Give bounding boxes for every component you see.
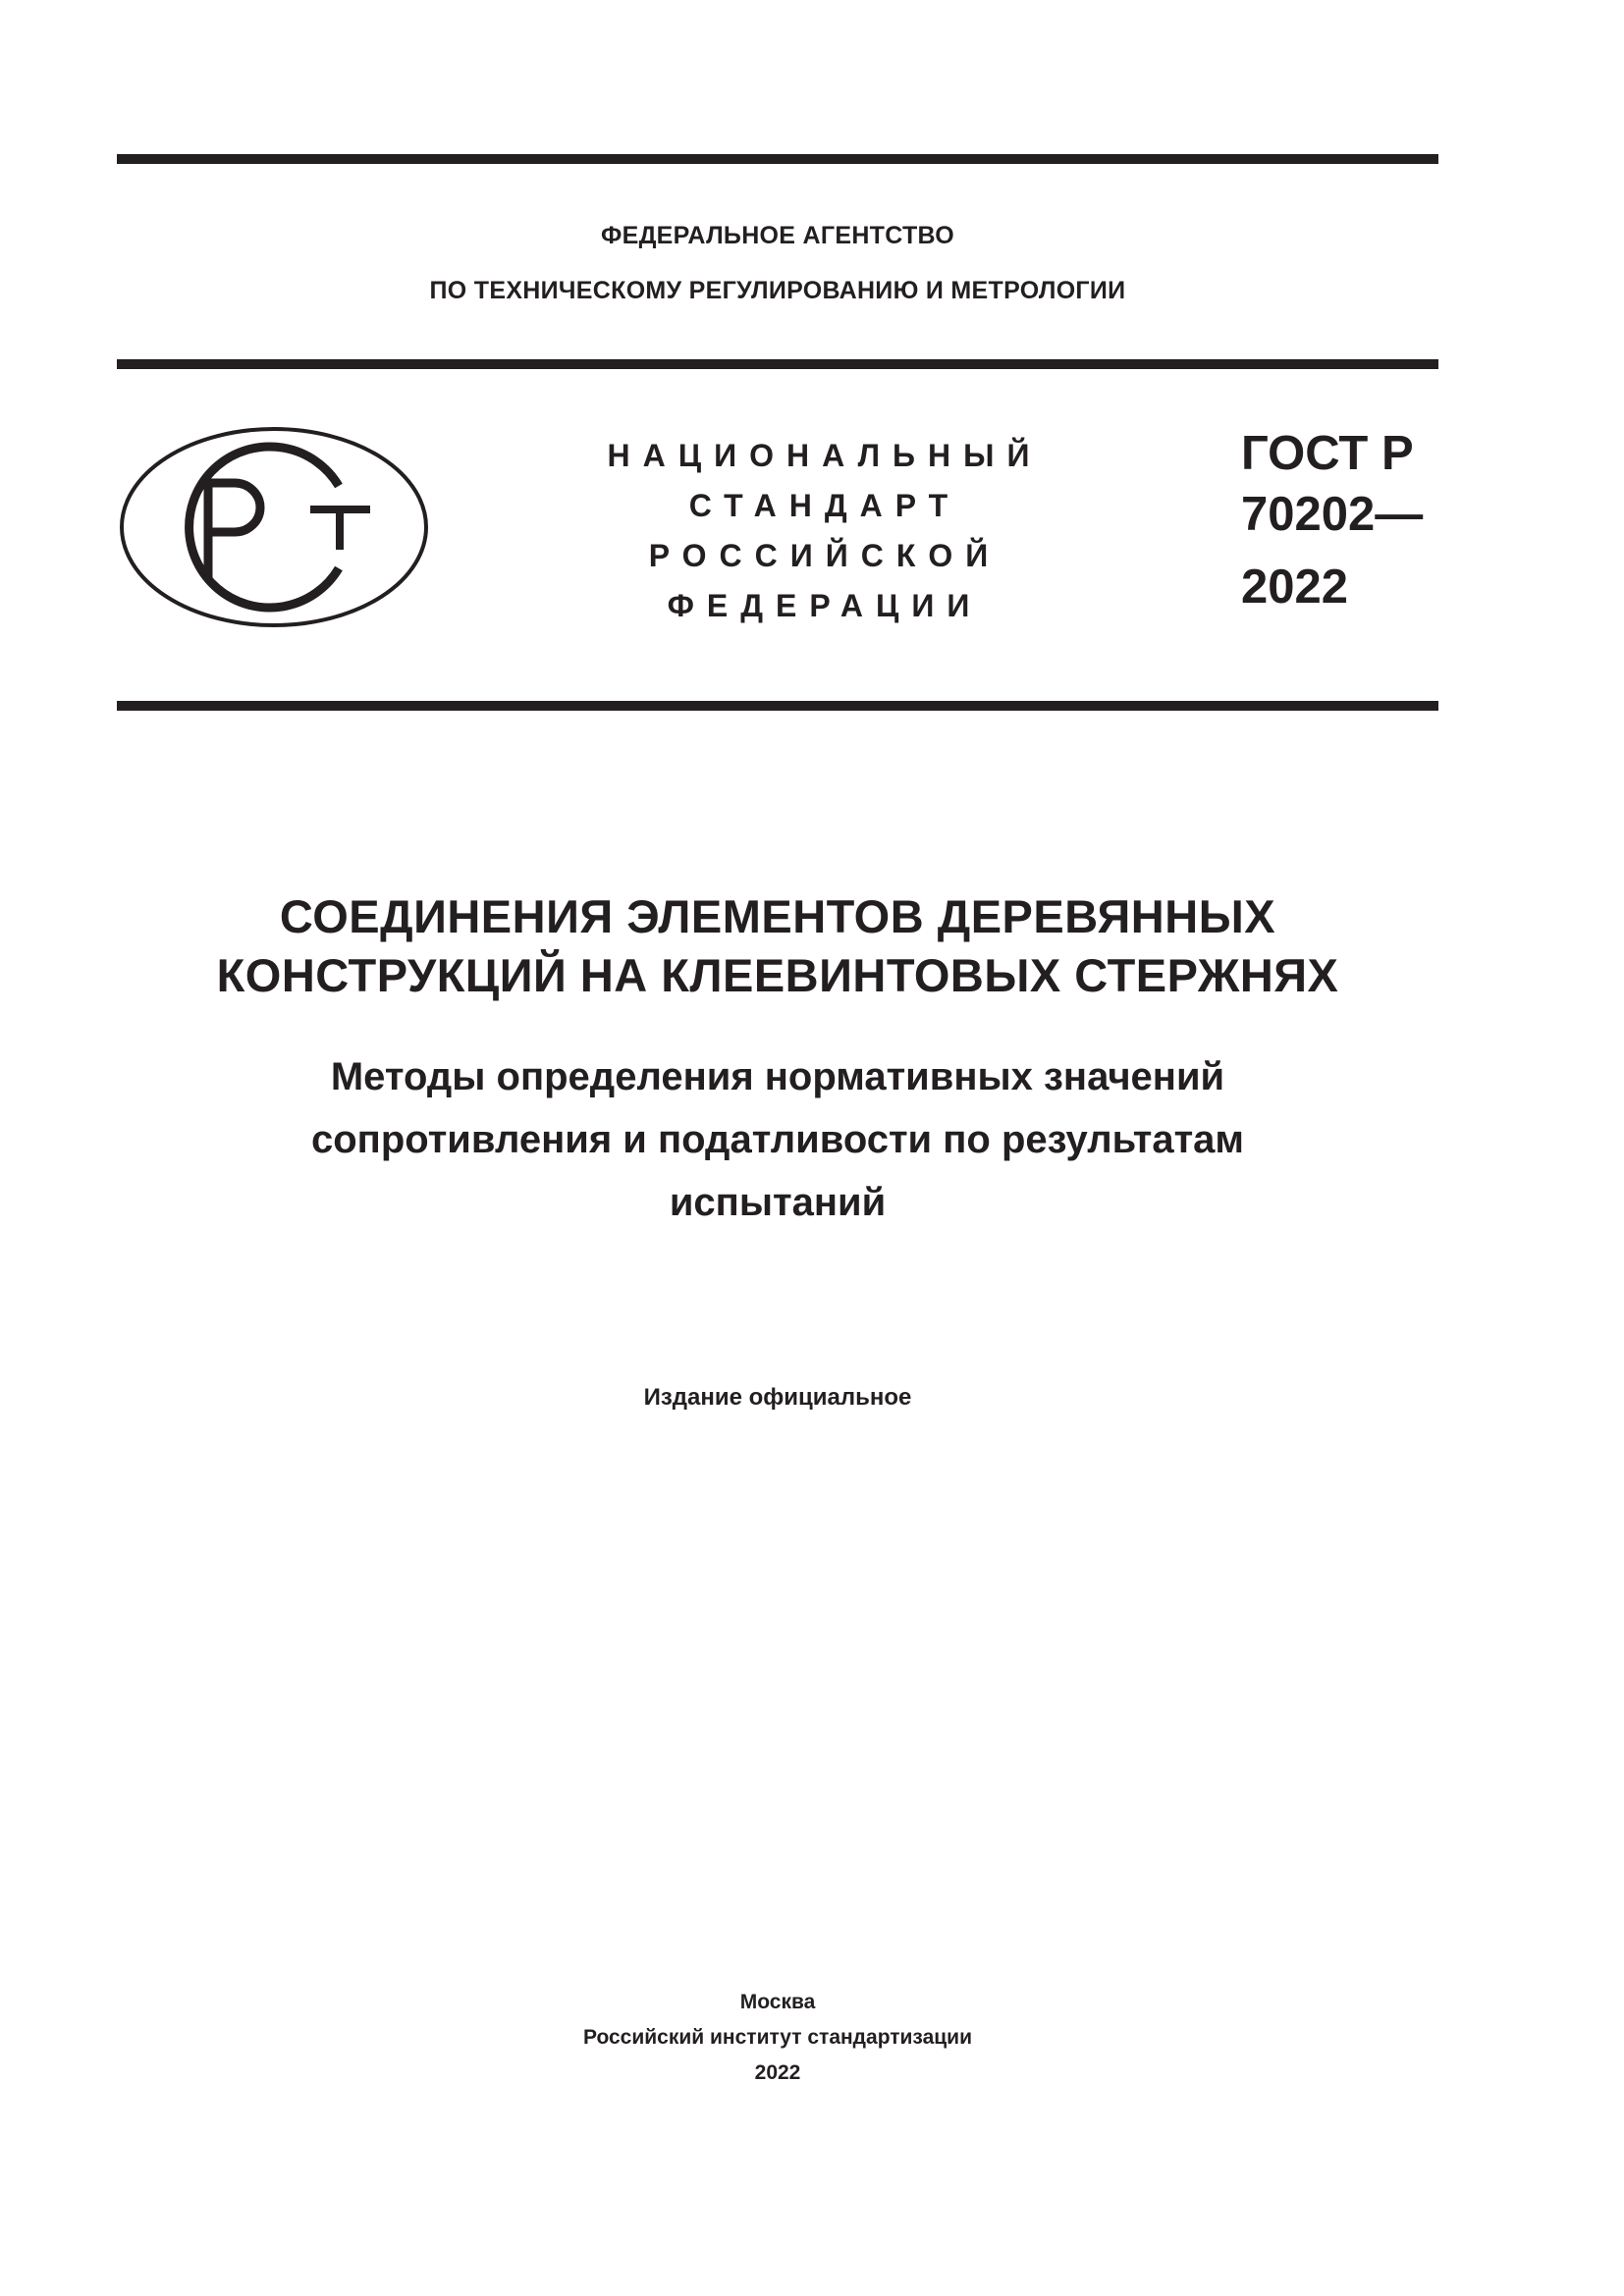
agency-name-line-2: ПО ТЕХНИЧЕСКОМУ РЕГУЛИРОВАНИЮ И МЕТРОЛОГИИ xyxy=(429,277,1126,304)
document-subtitle-line-2: сопротивления и податливости по результатам xyxy=(311,1118,1244,1161)
imprint-publisher: Российский институт стандартизации xyxy=(582,2026,973,2049)
document-title-line-1: СОЕДИНЕНИЯ ЭЛЕМЕНТОВ ДЕРЕВЯННЫХ xyxy=(279,890,1276,942)
rst-certification-mark-icon xyxy=(117,424,431,630)
document-title-line-2: КОНСТРУКЦИЙ НА КЛЕЕВИНТОВЫХ СТЕРЖНЯХ xyxy=(216,949,1339,1001)
national-standard-line-1: НАЦИОНАЛЬНЫЙ xyxy=(607,438,1043,473)
edition-label: Издание официальное xyxy=(643,1384,912,1411)
agency-name-line-1: ФЕДЕРАЛЬНОЕ АГЕНТСТВО xyxy=(600,222,955,249)
designation-divider xyxy=(117,701,1438,711)
document-subtitle-line-1: Методы определения нормативных значений xyxy=(330,1055,1225,1098)
standard-designation-line-1: ГОСТ Р xyxy=(1241,427,1414,480)
national-standard-line-4: ФЕДЕРАЦИИ xyxy=(667,588,983,623)
national-standard-line-3: РОССИЙСКОЙ xyxy=(648,538,1001,573)
imprint-city: Москва xyxy=(739,1991,816,2013)
header-divider xyxy=(117,359,1438,369)
standard-designation-line-3: 2022 xyxy=(1241,561,1349,614)
standard-designation-line-2: 70202— xyxy=(1241,488,1424,541)
national-standard-line-2: СТАНДАРТ xyxy=(688,488,961,523)
imprint-year: 2022 xyxy=(754,2061,801,2084)
top-divider xyxy=(117,154,1438,164)
document-subtitle-line-3: испытаний xyxy=(669,1181,887,1224)
